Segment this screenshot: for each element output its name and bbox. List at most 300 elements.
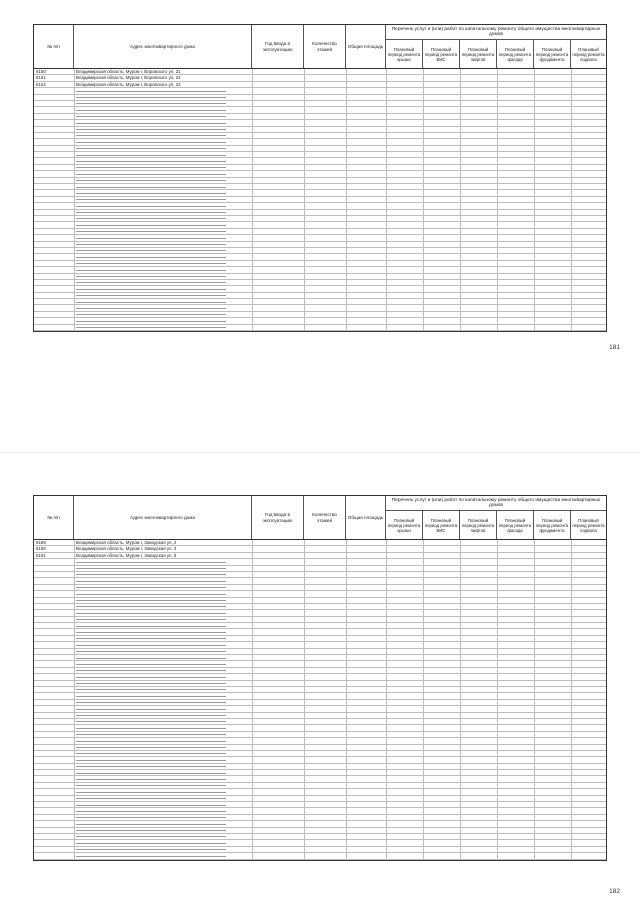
column-rule — [304, 649, 305, 654]
column-rule — [304, 693, 305, 698]
column-rule — [534, 184, 535, 189]
column-rule — [386, 248, 387, 253]
column-rule — [252, 610, 253, 615]
column-rule — [346, 636, 347, 641]
column-rule — [346, 248, 347, 253]
column-rule — [497, 184, 498, 189]
column-rule — [571, 604, 572, 609]
column-rule — [386, 751, 387, 756]
column-rule — [460, 706, 461, 711]
column-rule — [252, 133, 253, 138]
column-rule — [497, 642, 498, 647]
column-rule — [304, 764, 305, 769]
column-rule — [252, 178, 253, 183]
document-page-1 — [0, 0, 640, 452]
column-rule — [74, 114, 75, 119]
column-rule — [346, 828, 347, 833]
column-rule — [571, 617, 572, 622]
column-rule — [74, 840, 75, 845]
column-rule — [423, 719, 424, 724]
row-text-placeholder — [76, 206, 226, 207]
column-rule — [304, 210, 305, 215]
row-text-placeholder — [76, 135, 226, 136]
column-rule — [460, 127, 461, 132]
column-rule — [460, 834, 461, 839]
column-rule — [346, 572, 347, 577]
column-rule — [497, 293, 498, 298]
column-rule — [386, 847, 387, 852]
column-rule — [460, 668, 461, 673]
column-rule — [534, 732, 535, 737]
column-rule — [252, 617, 253, 622]
table-body — [33, 69, 607, 332]
column-rule — [346, 649, 347, 654]
column-rule — [304, 261, 305, 266]
column-rule — [386, 559, 387, 564]
column-rule — [252, 578, 253, 583]
row-text-placeholder — [76, 91, 226, 92]
column-rule — [534, 617, 535, 622]
column-rule — [252, 248, 253, 253]
column-rule — [460, 802, 461, 807]
column-rule — [304, 617, 305, 622]
column-rule — [534, 254, 535, 259]
column-rule — [460, 280, 461, 285]
column-rule — [252, 197, 253, 202]
column-rule — [571, 572, 572, 577]
column-rule — [534, 261, 535, 266]
column-rule — [74, 636, 75, 641]
column-rule — [346, 847, 347, 852]
column-rule — [304, 280, 305, 285]
column-rule — [571, 706, 572, 711]
column-rule — [423, 828, 424, 833]
row-text-placeholder — [76, 824, 226, 825]
column-rule — [534, 267, 535, 272]
column-rule — [74, 847, 75, 852]
column-rule — [346, 312, 347, 317]
column-rule — [534, 847, 535, 852]
column-rule — [534, 585, 535, 590]
column-rule — [423, 802, 424, 807]
column-rule — [460, 254, 461, 259]
column-rule — [346, 222, 347, 227]
column-rule — [571, 88, 572, 93]
column-rule — [304, 604, 305, 609]
column-rule — [304, 305, 305, 310]
column-rule — [423, 757, 424, 762]
column-rule — [534, 828, 535, 833]
column-rule — [460, 700, 461, 705]
column-rule — [74, 668, 75, 673]
column-rule — [74, 802, 75, 807]
column-rule — [74, 293, 75, 298]
column-rule — [304, 540, 305, 545]
column-rule — [534, 293, 535, 298]
header-floors: Количество этажей — [304, 496, 346, 539]
column-rule — [571, 197, 572, 202]
column-rule — [497, 133, 498, 138]
column-rule — [74, 69, 75, 74]
column-rule — [386, 610, 387, 615]
row-text-placeholder — [76, 849, 226, 850]
row-text-placeholder — [76, 263, 226, 264]
row-text-placeholder — [76, 314, 226, 315]
column-rule — [74, 828, 75, 833]
column-rule — [460, 598, 461, 603]
header-utilities: Плановый период ремонта ВИС — [423, 40, 460, 68]
column-rule — [252, 668, 253, 673]
column-rule — [571, 719, 572, 724]
column-rule — [304, 681, 305, 686]
column-rule — [423, 681, 424, 686]
column-rule — [534, 674, 535, 679]
column-rule — [423, 815, 424, 820]
column-rule — [423, 821, 424, 826]
column-rule — [571, 133, 572, 138]
column-rule — [74, 681, 75, 686]
column-rule — [304, 598, 305, 603]
column-rule — [423, 636, 424, 641]
column-rule — [460, 617, 461, 622]
column-rule — [386, 127, 387, 132]
column-rule — [497, 802, 498, 807]
column-rule — [252, 152, 253, 157]
column-rule — [346, 120, 347, 125]
column-rule — [386, 840, 387, 845]
column-rule — [74, 101, 75, 106]
row-text-placeholder — [76, 562, 226, 563]
column-rule — [346, 267, 347, 272]
column-rule — [534, 706, 535, 711]
column-rule — [534, 75, 535, 80]
column-rule — [252, 139, 253, 144]
column-rule — [497, 152, 498, 157]
column-rule — [386, 280, 387, 285]
column-rule — [423, 152, 424, 157]
column-rule — [304, 120, 305, 125]
row-text-placeholder — [76, 187, 226, 188]
column-rule — [423, 127, 424, 132]
column-rule — [74, 713, 75, 718]
column-rule — [423, 229, 424, 234]
document-page-2 — [0, 453, 640, 905]
column-rule — [252, 706, 253, 711]
column-rule — [497, 745, 498, 750]
column-rule — [571, 235, 572, 240]
column-rule — [497, 693, 498, 698]
column-rule — [252, 82, 253, 87]
column-rule — [304, 591, 305, 596]
column-rule — [423, 764, 424, 769]
column-rule — [74, 687, 75, 692]
column-rule — [346, 171, 347, 176]
column-rule — [252, 280, 253, 285]
column-rule — [460, 158, 461, 163]
column-rule — [571, 325, 572, 330]
column-rule — [534, 139, 535, 144]
column-rule — [252, 642, 253, 647]
column-rule — [74, 629, 75, 634]
column-rule — [534, 713, 535, 718]
column-rule — [346, 738, 347, 743]
column-rule — [252, 732, 253, 737]
column-rule — [304, 178, 305, 183]
column-rule — [304, 623, 305, 628]
column-rule — [304, 706, 305, 711]
column-rule — [534, 107, 535, 112]
column-rule — [423, 687, 424, 692]
column-rule — [497, 649, 498, 654]
column-rule — [571, 299, 572, 304]
column-rule — [252, 286, 253, 291]
column-rule — [346, 318, 347, 323]
column-rule — [534, 171, 535, 176]
column-rule — [571, 127, 572, 132]
column-rule — [386, 789, 387, 794]
column-rule — [571, 114, 572, 119]
column-rule — [74, 553, 75, 558]
column-rule — [534, 604, 535, 609]
column-rule — [304, 158, 305, 163]
column-rule — [346, 75, 347, 80]
column-rule — [346, 713, 347, 718]
column-rule — [571, 210, 572, 215]
column-rule — [304, 585, 305, 590]
column-rule — [346, 617, 347, 622]
column-rule — [386, 821, 387, 826]
header-year: Год ввода в эксплуатацию — [252, 25, 304, 68]
column-rule — [252, 293, 253, 298]
column-rule — [252, 853, 253, 858]
column-rule — [304, 578, 305, 583]
column-rule — [423, 738, 424, 743]
column-rule — [460, 190, 461, 195]
row-text-placeholder — [76, 238, 226, 239]
column-rule — [423, 566, 424, 571]
row-text-placeholder — [76, 760, 226, 761]
column-rule — [423, 146, 424, 151]
column-rule — [346, 133, 347, 138]
row-text-placeholder — [76, 594, 226, 595]
column-rule — [497, 566, 498, 571]
column-rule — [423, 88, 424, 93]
column-rule — [497, 95, 498, 100]
column-rule — [571, 95, 572, 100]
column-rule — [74, 203, 75, 208]
column-rule — [252, 546, 253, 551]
column-rule — [571, 286, 572, 291]
row-text-placeholder — [76, 696, 226, 697]
column-rule — [346, 687, 347, 692]
header-utilities: Плановый период ремонта ВИС — [423, 511, 460, 539]
column-rule — [304, 757, 305, 762]
column-rule — [74, 120, 75, 125]
column-rule — [304, 674, 305, 679]
column-rule — [346, 732, 347, 737]
row-text-placeholder — [76, 619, 226, 620]
column-rule — [304, 248, 305, 253]
column-rule — [534, 235, 535, 240]
column-rule — [386, 274, 387, 279]
column-rule — [534, 693, 535, 698]
row-text-placeholder — [76, 103, 226, 104]
column-rule — [497, 178, 498, 183]
column-rule — [460, 757, 461, 762]
column-rule — [571, 553, 572, 558]
row-address: Владимирская область, Муром г, Воровского ул, 22 — [76, 75, 181, 81]
column-rule — [460, 649, 461, 654]
column-rule — [252, 267, 253, 272]
column-rule — [74, 623, 75, 628]
column-rule — [571, 559, 572, 564]
column-rule — [423, 668, 424, 673]
column-rule — [252, 789, 253, 794]
column-rule — [252, 171, 253, 176]
column-rule — [74, 546, 75, 551]
column-rule — [497, 216, 498, 221]
row-text-placeholder — [76, 110, 226, 111]
column-rule — [571, 815, 572, 820]
column-rule — [571, 693, 572, 698]
row-text-placeholder — [76, 683, 226, 684]
row-address: Владимирская область, Муром г, Воровского ул, 23 — [76, 81, 181, 87]
column-rule — [386, 101, 387, 106]
column-rule — [497, 738, 498, 743]
column-rule — [497, 299, 498, 304]
column-rule — [534, 796, 535, 801]
column-rule — [74, 305, 75, 310]
column-rule — [74, 540, 75, 545]
column-rule — [304, 75, 305, 80]
column-rule — [346, 235, 347, 240]
column-rule — [386, 566, 387, 571]
column-rule — [74, 178, 75, 183]
column-rule — [460, 642, 461, 647]
column-rule — [571, 107, 572, 112]
column-rule — [252, 674, 253, 679]
column-rule — [346, 280, 347, 285]
column-rule — [74, 139, 75, 144]
column-rule — [497, 107, 498, 112]
column-rule — [497, 719, 498, 724]
column-rule — [304, 738, 305, 743]
column-rule — [497, 261, 498, 266]
column-rule — [346, 578, 347, 583]
column-rule — [386, 629, 387, 634]
column-rule — [423, 274, 424, 279]
column-rule — [386, 585, 387, 590]
column-rule — [74, 242, 75, 247]
column-rule — [386, 757, 387, 762]
column-rule — [346, 566, 347, 571]
header-services-title: Перечень услуг и (или) работ по капитальному ремонту общего имущества многоквартирных домов — [386, 496, 606, 511]
column-rule — [252, 802, 253, 807]
column-rule — [304, 146, 305, 151]
column-rule — [497, 88, 498, 93]
column-rule — [386, 286, 387, 291]
column-rule — [346, 293, 347, 298]
column-rule — [571, 242, 572, 247]
column-rule — [304, 133, 305, 138]
row-text-placeholder — [76, 773, 226, 774]
column-rule — [386, 540, 387, 545]
column-rule — [346, 668, 347, 673]
column-rule — [497, 776, 498, 781]
header-foundation: Плановый период ремонта фундамента — [534, 511, 571, 539]
column-rule — [534, 661, 535, 666]
column-rule — [252, 700, 253, 705]
row-text-placeholder — [76, 779, 226, 780]
column-rule — [346, 165, 347, 170]
column-rule — [497, 242, 498, 247]
column-rule — [386, 649, 387, 654]
table-row — [34, 325, 606, 331]
column-rule — [460, 299, 461, 304]
column-rule — [534, 158, 535, 163]
column-rule — [74, 661, 75, 666]
column-rule — [497, 540, 498, 545]
column-rule — [74, 254, 75, 259]
column-rule — [423, 158, 424, 163]
column-rule — [346, 706, 347, 711]
column-rule — [534, 318, 535, 323]
column-rule — [460, 732, 461, 737]
column-rule — [571, 681, 572, 686]
column-rule — [460, 165, 461, 170]
column-rule — [497, 706, 498, 711]
column-rule — [304, 789, 305, 794]
row-num: 6191 — [36, 552, 46, 558]
column-rule — [534, 553, 535, 558]
column-rule — [534, 738, 535, 743]
column-rule — [346, 815, 347, 820]
column-rule — [460, 293, 461, 298]
column-rule — [346, 757, 347, 762]
column-rule — [423, 286, 424, 291]
column-rule — [423, 222, 424, 227]
page-number: 182 — [609, 888, 620, 895]
column-rule — [252, 655, 253, 660]
column-rule — [304, 95, 305, 100]
column-rule — [534, 623, 535, 628]
row-text-placeholder — [76, 836, 226, 837]
column-rule — [304, 197, 305, 202]
column-rule — [534, 197, 535, 202]
column-rule — [534, 280, 535, 285]
column-rule — [571, 293, 572, 298]
column-rule — [346, 642, 347, 647]
column-rule — [423, 318, 424, 323]
column-rule — [252, 757, 253, 762]
column-rule — [423, 120, 424, 125]
column-rule — [346, 216, 347, 221]
column-rule — [252, 210, 253, 215]
column-rule — [346, 152, 347, 157]
column-rule — [534, 572, 535, 577]
column-rule — [571, 75, 572, 80]
column-rule — [252, 751, 253, 756]
column-rule — [460, 325, 461, 330]
column-rule — [497, 713, 498, 718]
column-rule — [423, 305, 424, 310]
column-rule — [423, 203, 424, 208]
column-rule — [252, 107, 253, 112]
column-rule — [252, 847, 253, 852]
row-text-placeholder — [76, 658, 226, 659]
column-rule — [534, 566, 535, 571]
row-text-placeholder — [76, 632, 226, 633]
